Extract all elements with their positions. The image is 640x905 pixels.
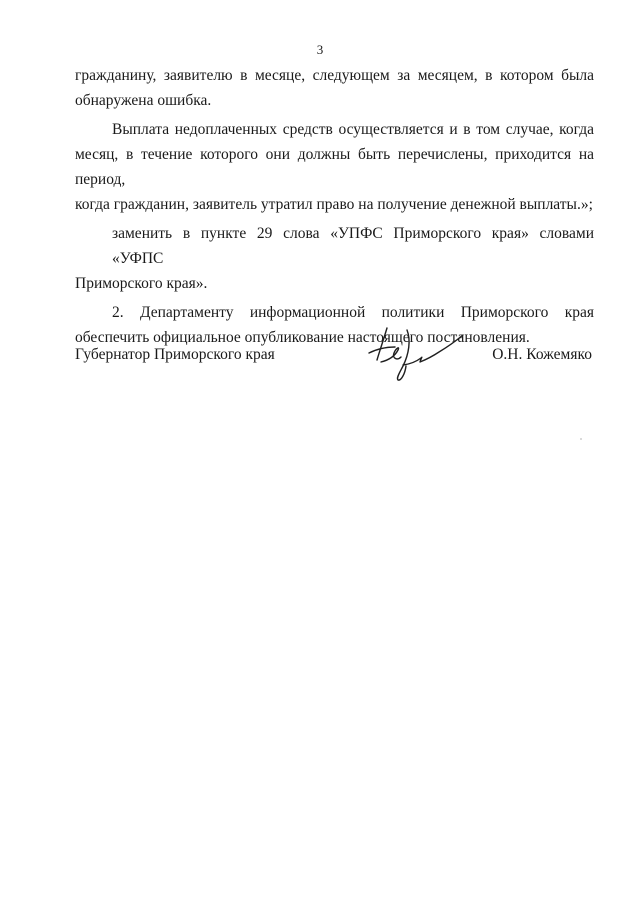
text-line: гражданину, заявителю в месяце, следующем за месяцем, в котором была [75, 67, 594, 84]
text-line: Выплата недоплаченных средств осуществляется и в том случае, когда [112, 121, 594, 138]
handwritten-signature-icon [365, 320, 465, 382]
paragraph-replace-words [75, 221, 594, 296]
text-line: 2. Департаменту информационной политики Приморского края [112, 304, 594, 321]
text-line: когда гражданин, заявитель утратил право на получение денежной выплаты.»; [75, 196, 593, 213]
document-body [75, 63, 594, 354]
signature-block [75, 320, 594, 390]
signer-title: Губернатор Приморского края [75, 346, 275, 363]
text-line: Приморского края». [75, 275, 208, 292]
text-line: обнаружена ошибка. [75, 92, 212, 109]
text-line: обеспечить официальное опубликование настоящего постановления. [75, 329, 530, 346]
text-line: месяц, в течение которого они должны быть перечислены, приходится на период, [75, 146, 594, 188]
signer-name: О.Н. Кожемяко [492, 346, 592, 363]
paragraph-underpaid-funds [75, 117, 594, 217]
page-number: 3 [316, 42, 324, 57]
paragraph-error-month [75, 63, 594, 113]
scan-speck [580, 438, 582, 440]
text-line: заменить в пункте 29 слова «УПФС Приморского края» словами «УФПС [112, 225, 594, 267]
